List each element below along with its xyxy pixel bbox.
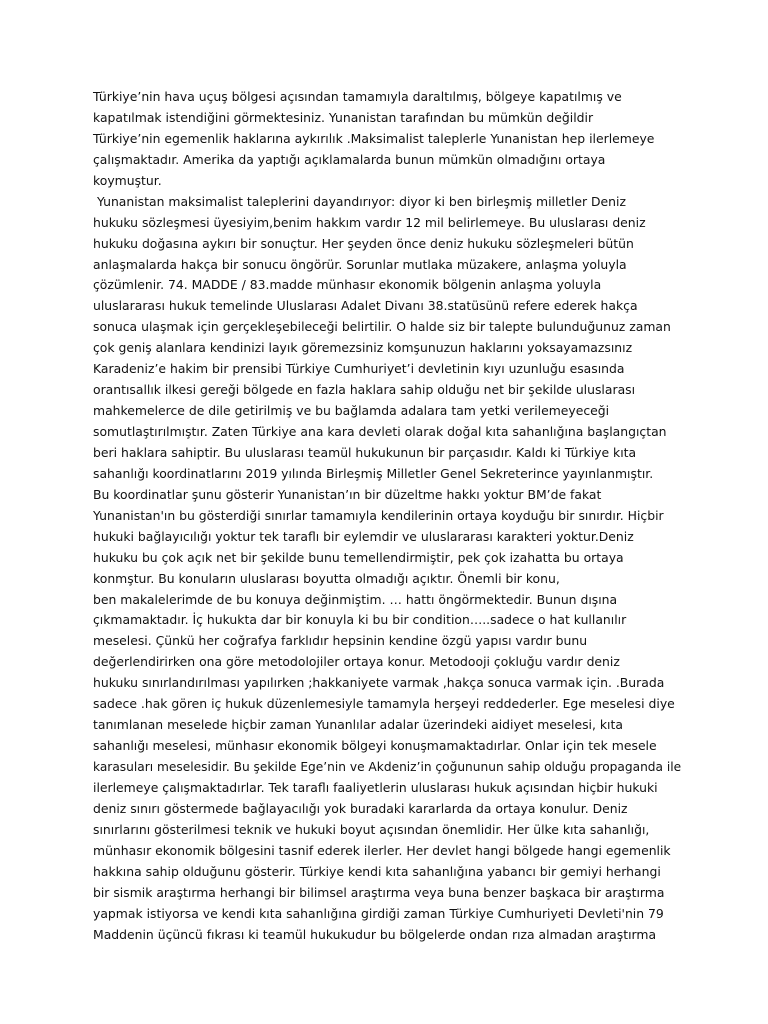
text-line: beri haklara sahiptir. Bu uluslarası teamül hukukunun bir parçasıdır. Kaldı ki Türkiye kıta: [93, 444, 637, 460]
text-line: hukuki bağlayıcılığı yoktur tek taraflı bir eylemdir ve uluslararası karakteri yoktur.Deniz: [93, 528, 634, 544]
text-line: orantısallık ilkesi gereği bölgede en fazla haklara sahip olduğu net bir şekilde uluslarası: [93, 382, 636, 398]
text-line: kapatılmak istendiğini görmektesiniz. Yunanistan tarafından bu mümkün değildir: [93, 109, 594, 125]
text-line: hukuku sözleşmesi üyesiyim,benim hakkım vardır 12 mil belirlemeye. Bu uluslarası deniz: [93, 214, 646, 230]
body-text: [93, 87, 683, 945]
text-line: bir sismik araştırma herhangi bir bilimsel araştırma veya buna benzer başkaca bir araştırma: [93, 884, 665, 900]
text-line: tanımlanan meselede hiçbir zaman Yunanlılar adalar üzerindeki aidiyet meselesi, kıta: [93, 717, 623, 733]
text-line: sahanlığı meselesi, münhasır ekonomik bölgeyi konuşmamaktadırlar. Onlar için tek mesele: [93, 738, 657, 754]
text-line: uluslararası hukuk temelinde Uluslarası Adalet Divanı 38.statüsünü refere ederek hakça: [93, 298, 638, 314]
text-line: konmştur. Bu konuların uluslarası boyutta olmadığı açıktır. Önemli bir konu,: [93, 570, 560, 586]
text-line: koymuştur.: [93, 172, 162, 188]
text-line: somutlaştırılmıştır. Zaten Türkiye ana kara devleti olarak doğal kıta sahanlığına başlangıçtan: [93, 424, 667, 439]
text-line: Karadeniz’e hakim bir prensibi Türkiye Cumhuriyet’i devletinin kıyı uzunluğu esasında: [93, 361, 625, 377]
text-line: sonuca ulaşmak için gerçekleşebileceği belirtilir. O halde siz bir talepte bulunduğunuz zaman: [93, 319, 671, 335]
text-line: hukuku bu çok açık net bir şekilde bunu temellendirmiştir, pek çok izahatta bu ortaya: [93, 549, 624, 565]
text-line: Türkiye’nin hava uçuş bölgesi açısından tamamıyla daraltılmış, bölgeye kapatılmış ve: [93, 89, 622, 104]
text-line: karasuları meselesidir. Bu şekilde Ege’nin ve Akdeniz’in çoğununun sahip olduğu propaganda ile: [93, 760, 682, 774]
text-line: ilerlemeye çalışmaktadırlar. Tek taraflı faaliyetlerin uluslarası hukuk açısından hiçbir hukuki: [93, 779, 658, 795]
text-line: ben makalelerimde de bu konuya değinmiştim. … hattı öngörmektedir. Bunun dışına: [93, 591, 618, 607]
text-line: hukuku doğasına aykırı bir sonuçtur. Her şeyden önce deniz hukuku sözleşmeleri bütün: [93, 235, 634, 251]
text-line: yapmak istiyorsa ve kendi kıta sahanlığına girdiği zaman Türkiye Cumhuriyeti Devleti'nin 79: [93, 905, 664, 921]
text-line: Yunanistan'ın bu gösterdiği sınırlar tamamıyla kendilerinin ortaya koyduğu bir sınırdır. Hiçbir: [93, 507, 664, 523]
text-line: çıkmamaktadır. İç hukukta dar bir konuyla ki bu bir condition…..sadece o hat kullanılır: [93, 612, 627, 628]
text-line: çalışmaktadır. Amerika da yaptığı açıklamalarda bunun mümkün olmadığını ortaya: [93, 151, 606, 167]
text-line: sahanlığı koordinatlarını 2019 yılında Birleşmiş Milletler Genel Sekreterince yayınlanmıştır.: [93, 465, 654, 481]
text-line: meselesi. Çünkü her coğrafya farklıdır hepsinin kendine özgü yapısı vardır bunu: [93, 633, 588, 649]
text-line: hakkına sahip olduğunu gösterir. Türkiye kendi kıta sahanlığına yabancı bir gemiyi herhangi: [93, 863, 661, 879]
text-line: sadece .hak gören iç hukuk düzenlemesiyle tamamyla herşeyi reddederler. Ege meselesi diye: [93, 696, 675, 712]
text-line: anlaşmalarda hakça bir sonucu öngörür. Sorunlar mutlaka müzakere, anlaşma yoluyla: [93, 256, 627, 272]
text-line: Maddenin üçüncü fıkrası ki teamül hukukudur bu bölgelerde ondan rıza almadan araştırma: [93, 926, 657, 942]
text-line: Yunanistan maksimalist taleplerini dayandırıyor: diyor ki ben birleşmiş milletler Deniz: [93, 193, 626, 209]
text-line: deniz sınırı göstermede bağlayacılığı yok buradaki kararlarda da ortaya konulur. Deniz: [93, 800, 628, 816]
text-line: Bu koordinatlar şunu gösterir Yunanistan’ın bir düzeltme hakkı yoktur BM’de fakat: [93, 486, 602, 502]
text-line: sınırlarını gösterilmesi teknik ve hukuki boyut açısından önemlidir. Her ülke kıta sahanlığı,: [93, 821, 650, 837]
text-line: münhasır ekonomik bölgesini tasnif ederek ilerler. Her devlet hangi bölgede hangi egemenlik: [93, 842, 671, 858]
text-line: hukuku sınırlandırılması yapılırken ;hakkaniyete varmak ,hakça sonuca varmak için. .Burada: [93, 675, 665, 691]
text-line: Türkiye’nin egemenlik haklarına aykırılık .Maksimalist taleplerle Yunanistan hep ilerlemeye: [93, 130, 655, 146]
text-line: değerlendirirken ona göre metodolojiler ortaya konur. Metodooji çokluğu vardır deniz: [93, 654, 620, 670]
text-line: mahkemelerce de dile getirilmiş ve bu bağlamda adalara tam yetki verilemeyeceği: [93, 403, 610, 419]
text-line: çözümlenir. 74. MADDE / 83.madde münhasır ekonomik bölgenin anlaşma yoluyla: [93, 277, 602, 293]
text-line: çok geniş alanlara kendinizi layık göremezsiniz komşunuzun haklarını yoksayamazsınız: [93, 340, 633, 356]
